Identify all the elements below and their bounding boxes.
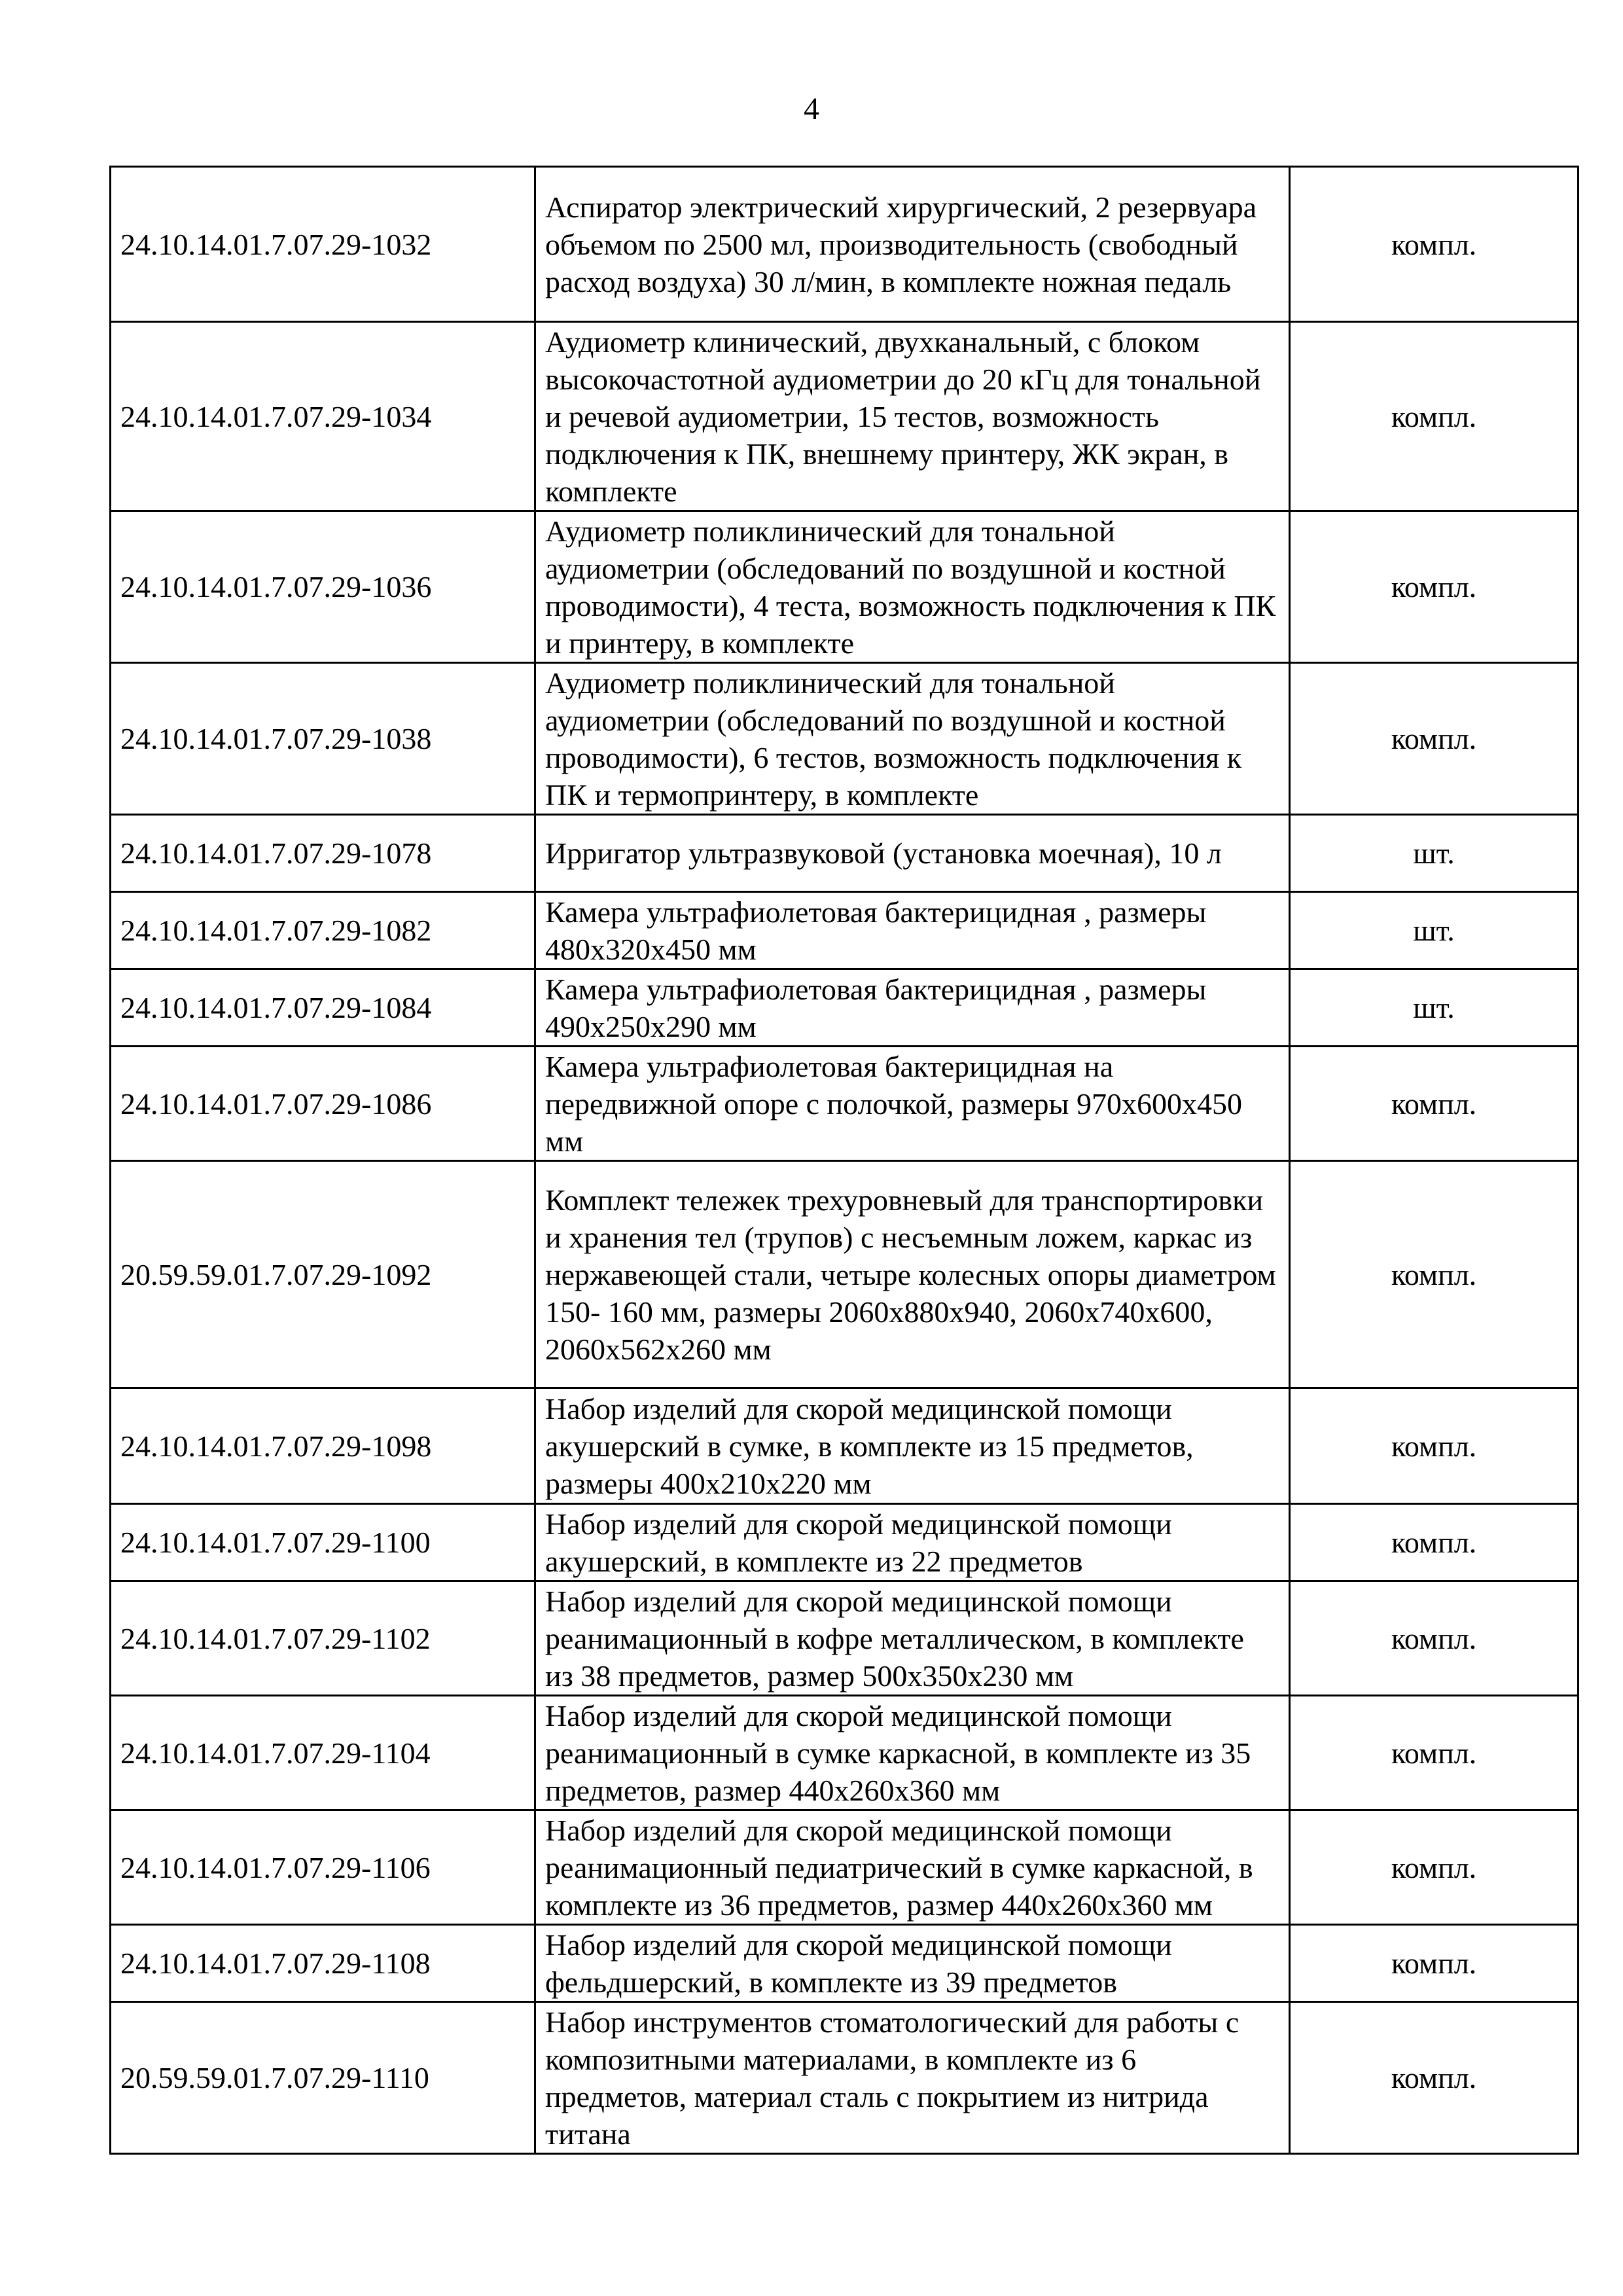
resource-description: Набор инструментов стоматологический для работы с композитными материалами, в комплекте из 6 предметов, материал сталь с покрытием из нитрида титана (535, 2002, 1290, 2154)
resource-code: 24.10.14.01.7.07.29-1102 (111, 1581, 535, 1696)
table-row (111, 511, 1578, 663)
unit-of-measure: компл. (1290, 1388, 1578, 1504)
unit-of-measure: компл. (1290, 1581, 1578, 1696)
resource-code: 24.10.14.01.7.07.29-1036 (111, 511, 535, 663)
resource-description: Аудиометр поликлинический для тональной аудиометрии (обследований по воздушной и костной проводимости), 6 тестов, возможность подключения к ПК и термопринтеру, в комплекте (535, 663, 1290, 815)
table-row (111, 1925, 1578, 2002)
resource-code: 24.10.14.01.7.07.29-1084 (111, 969, 535, 1047)
table-row (111, 2002, 1578, 2154)
resource-code: 24.10.14.01.7.07.29-1098 (111, 1388, 535, 1504)
resource-code: 24.10.14.01.7.07.29-1086 (111, 1047, 535, 1161)
resource-description: Аудиометр поликлинический для тональной аудиометрии (обследований по воздушной и костной проводимости), 4 теста, возможность подключения к ПК и принтеру, в комплекте (535, 511, 1290, 663)
table-row (111, 892, 1578, 969)
resource-code: 24.10.14.01.7.07.29-1034 (111, 322, 535, 511)
unit-of-measure: компл. (1290, 1810, 1578, 1925)
resource-description: Набор изделий для скорой медицинской помощи акушерский, в комплекте из 22 предметов (535, 1504, 1290, 1581)
table-row (111, 1047, 1578, 1161)
unit-of-measure: компл. (1290, 663, 1578, 815)
resource-description: Аспиратор электрический хирургический, 2 резервуара объемом по 2500 мл, производительность (свободный расход воздуха) 30 л/мин, в комплекте ножная педаль (535, 167, 1290, 322)
resource-code: 24.10.14.01.7.07.29-1108 (111, 1925, 535, 2002)
resource-code: 24.10.14.01.7.07.29-1032 (111, 167, 535, 322)
resource-description: Ирригатор ультразвуковой (установка моечная), 10 л (535, 815, 1290, 892)
resource-code: 20.59.59.01.7.07.29-1110 (111, 2002, 535, 2154)
unit-of-measure: компл. (1290, 1047, 1578, 1161)
table-row (111, 1810, 1578, 1925)
unit-of-measure: шт. (1290, 815, 1578, 892)
unit-of-measure: компл. (1290, 167, 1578, 322)
resource-description: Набор изделий для скорой медицинской помощи реанимационный педиатрический в сумке каркасной, в комплекте из 36 предметов, размер 440х260х360 мм (535, 1810, 1290, 1925)
resource-code: 24.10.14.01.7.07.29-1106 (111, 1810, 535, 1925)
resource-description: Камера ультрафиолетовая бактерицидная , размеры 480х320х450 мм (535, 892, 1290, 969)
table-row (111, 1581, 1578, 1696)
table-row (111, 815, 1578, 892)
resource-description: Набор изделий для скорой медицинской помощи реанимационный в сумке каркасной, в комплекте из 35 предметов, размер 440х260х360 мм (535, 1696, 1290, 1810)
unit-of-measure: компл. (1290, 1925, 1578, 2002)
resource-description: Аудиометр клинический, двухканальный, с блоком высокочастотной аудиометрии до 20 кГц для тональной и речевой аудиометрии, 15 тестов, возможность подключения к ПК, внешнему принтеру, ЖК экран, в комплекте (535, 322, 1290, 511)
unit-of-measure: компл. (1290, 322, 1578, 511)
table-row (111, 1504, 1578, 1581)
unit-of-measure: компл. (1290, 511, 1578, 663)
resource-description: Комплект тележек трехуровневый для транспортировки и хранения тел (трупов) с несъемным ложем, каркас из нержавеющей стали, четыре колесных опоры диаметром 150- 160 мм, размеры 2060х880х940, 2060х740х600, 2060х562х260 мм (535, 1161, 1290, 1388)
table-row (111, 969, 1578, 1047)
resource-description: Набор изделий для скорой медицинской помощи акушерский в сумке, в комплекте из 15 предметов, размеры 400х210х220 мм (535, 1388, 1290, 1504)
resource-code: 24.10.14.01.7.07.29-1100 (111, 1504, 535, 1581)
resource-description: Камера ультрафиолетовая бактерицидная , размеры 490х250х290 мм (535, 969, 1290, 1047)
table-row (111, 1388, 1578, 1504)
unit-of-measure: компл. (1290, 1161, 1578, 1388)
table-row (111, 1161, 1578, 1388)
table-row (111, 1696, 1578, 1810)
page-number: 4 (804, 92, 819, 126)
resource-table (109, 166, 1579, 2155)
resource-code: 24.10.14.01.7.07.29-1104 (111, 1696, 535, 1810)
unit-of-measure: шт. (1290, 969, 1578, 1047)
resource-description: Набор изделий для скорой медицинской помощи реанимационный в кофре металлическом, в комплекте из 38 предметов, размер 500х350х230 мм (535, 1581, 1290, 1696)
table-row (111, 167, 1578, 322)
unit-of-measure: компл. (1290, 2002, 1578, 2154)
unit-of-measure: компл. (1290, 1696, 1578, 1810)
resource-code: 24.10.14.01.7.07.29-1082 (111, 892, 535, 969)
unit-of-measure: шт. (1290, 892, 1578, 969)
resource-description: Камера ультрафиолетовая бактерицидная на передвижной опоре с полочкой, размеры 970х600х450 мм (535, 1047, 1290, 1161)
resource-code: 20.59.59.01.7.07.29-1092 (111, 1161, 535, 1388)
resource-code: 24.10.14.01.7.07.29-1078 (111, 815, 535, 892)
table-row (111, 663, 1578, 815)
resource-description: Набор изделий для скорой медицинской помощи фельдшерский, в комплекте из 39 предметов (535, 1925, 1290, 2002)
resource-code: 24.10.14.01.7.07.29-1038 (111, 663, 535, 815)
unit-of-measure: компл. (1290, 1504, 1578, 1581)
table-row (111, 322, 1578, 511)
